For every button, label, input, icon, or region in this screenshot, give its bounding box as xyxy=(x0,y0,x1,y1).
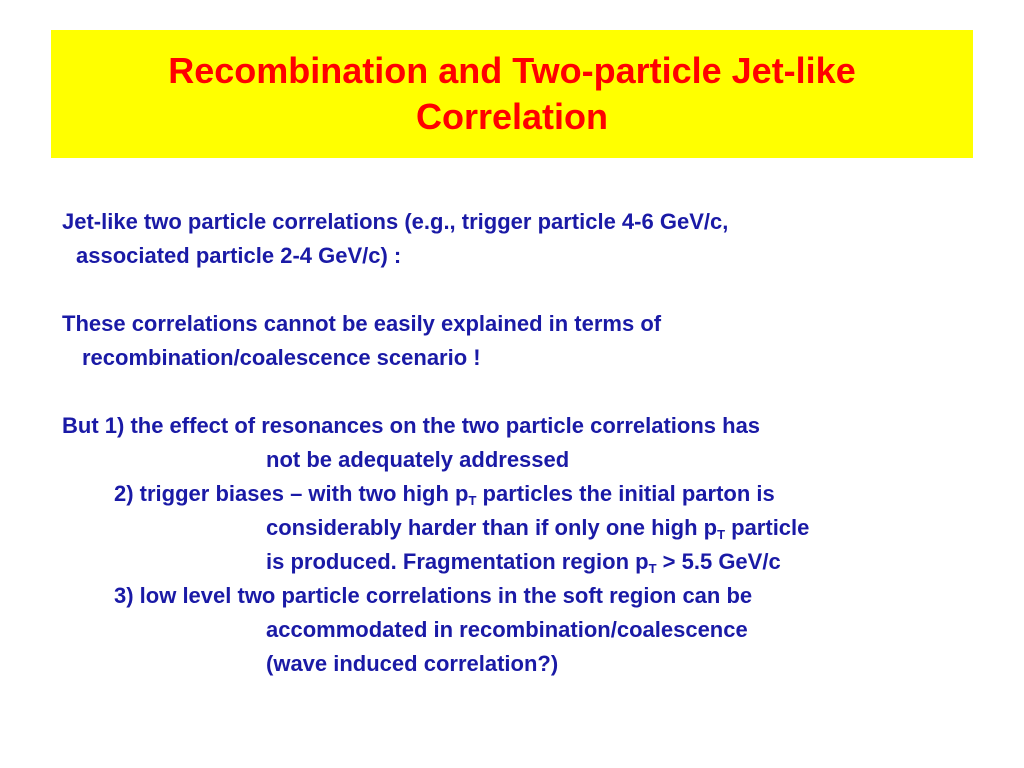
point-2-line-2 xyxy=(62,511,1002,545)
paragraph-1-line-1: Jet-like two particle correlations (e.g., trigger particle 4-6 GeV/c, xyxy=(62,209,729,234)
point-2-line-1-text-a: 2) trigger biases – with two high p xyxy=(114,481,469,506)
subscript-t: T xyxy=(468,493,477,508)
point-3-line-1: 3) low level two particle correlations in the soft region can be xyxy=(114,583,753,608)
point-2-line-3 xyxy=(62,545,1002,579)
point-1-line-1: But 1) the effect of resonances on the two particle correlations has xyxy=(62,413,761,438)
point-2-line-2-text-a: considerably harder than if only one high p xyxy=(266,515,718,540)
paragraph-2-line-1: These correlations cannot be easily explained in terms of xyxy=(62,311,662,336)
point-2-line-3-text-b: > 5.5 GeV/c xyxy=(656,549,781,574)
subscript-t: T xyxy=(717,527,726,542)
point-2-line-3-text-a: is produced. Fragmentation region p xyxy=(266,549,649,574)
subscript-t: T xyxy=(648,561,657,576)
title-line-2: Correlation xyxy=(415,96,608,137)
point-2-line-1-text-b: particles the initial parton is xyxy=(476,481,775,506)
title-banner xyxy=(51,30,973,158)
paragraph-1-line-2: associated particle 2-4 GeV/c) : xyxy=(76,243,402,268)
spacer xyxy=(62,375,1002,409)
paragraph-2-line-2: recombination/coalescence scenario ! xyxy=(82,345,481,370)
point-3-line-2: accommodated in recombination/coalescence xyxy=(266,617,748,642)
slide-title xyxy=(168,48,855,140)
point-1-line-2: not be adequately addressed xyxy=(266,447,570,472)
slide-body xyxy=(62,205,1002,681)
point-2-line-2-text-b: particle xyxy=(725,515,810,540)
point-3-line-3: (wave induced correlation?) xyxy=(266,651,559,676)
point-2-line-1 xyxy=(62,477,1002,511)
title-line-1: Recombination and Two-particle Jet-like xyxy=(168,50,856,91)
spacer xyxy=(62,273,1002,307)
